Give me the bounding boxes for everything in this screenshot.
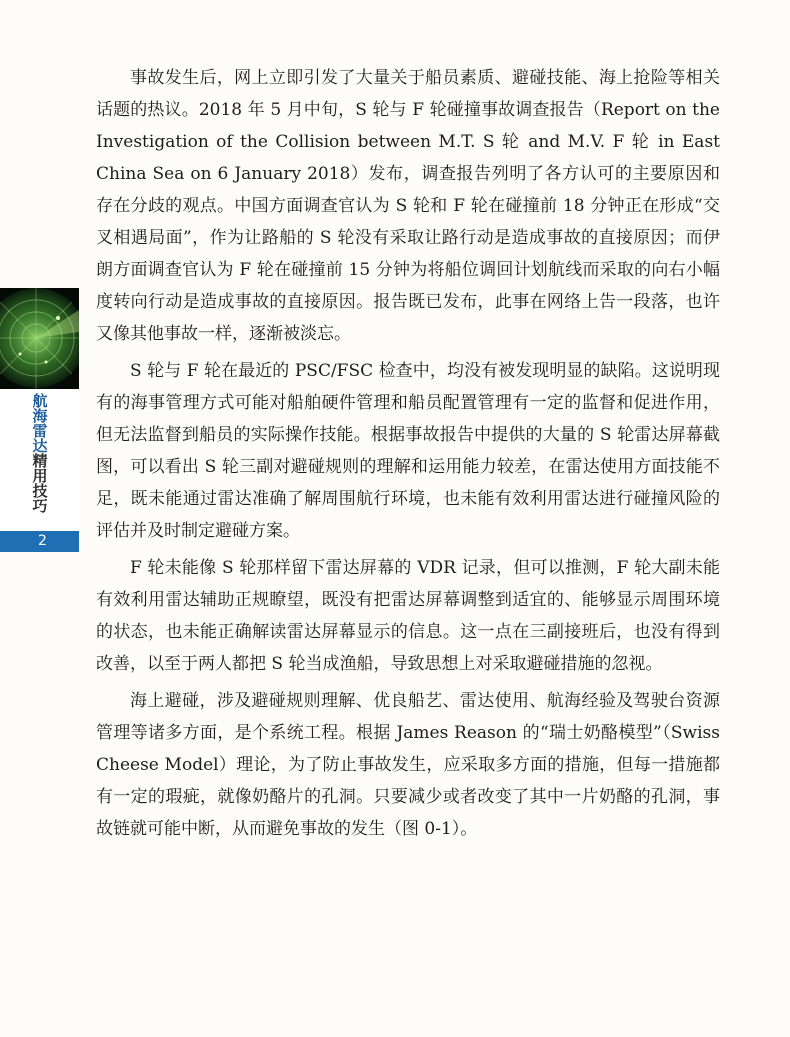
radar-scope-image (0, 288, 79, 389)
radar-scope-graphic (0, 288, 79, 389)
book-title-sub: 精用技巧 (30, 453, 49, 513)
paragraph-3: F 轮未能像 S 轮那样留下雷达屏幕的 VDR 记录，但可以推测，F 轮大副未能有效利用雷达辅助正规瞭望，既没有把雷达屏幕调整到适宜的、能够显示周围环境的状态，也未能正确解读雷达屏幕显示的信息。这一点在三副接班后，也没有得到改善，以至于两人都把 S 轮当成渔船，导致思想上对采取避碰措施的忽视。 (96, 558, 720, 674)
chapter-sidebar (0, 288, 79, 552)
paragraph-4: 海上避碰，涉及避碰规则理解、优良船艺、雷达使用、航海经验及驾驶台资源管理等诸多方面，是个系统工程。根据 James Reason 的“瑞士奶酪模型”（Swiss Cheese Model）理论，为了防止事故发生，应采取多方面的措施，但每一措施都有一定的瑕疵，就像奶酪片的孔洞。只要减少或者改变了其中一片奶酪的孔洞，事故链就可能中断，从而避免事故的发生（图 0-1）。 (96, 691, 720, 839)
paragraph-1: 事故发生后，网上立即引发了大量关于船员素质、避碰技能、海上抢险等相关话题的热议。2018 年 5 月中旬，S 轮与 F 轮碰撞事故调查报告（Report on the Investigation of the Collision between M.T. S 轮 and M.V. F 轮 in East China Sea on 6 January 2018）发布，调查报告列明了各方认可的主要原因和存在分歧的观点。中国方面调查官认为 S 轮和 F 轮在碰撞前 18 分钟正在形成“交叉相遇局面”，作为让路船的 S 轮没有采取让路行动是造成事故的直接原因；而伊朗方面调查官认为 F 轮在碰撞前 15 分钟为将船位调回计划航线而采取的向右小幅度转向行动是造成事故的直接原因。报告既已发布，此事在网络上告一段落，也许又像其他事故一样，逐渐被淡忘。 (96, 68, 720, 344)
book-title-main: 航海雷达 (30, 393, 49, 453)
paragraph-2: S 轮与 F 轮在最近的 PSC/FSC 检查中，均没有被发现明显的缺陷。这说明现有的海事管理方式可能对船舶硬件管理和船员配置管理有一定的监督和促进作用，但无法监督到船员的实际操作技能。根据事故报告中提供的大量的 S 轮雷达屏幕截图，可以看出 S 轮三副对避碰规则的理解和运用能力较差，在雷达使用方面技能不足，既未能通过雷达准确了解周围航行环境，也未能有效利用雷达进行碰撞风险的评估并及时制定避碰方案。 (96, 361, 720, 541)
chapter-title-strip (0, 389, 79, 531)
page-number: 2 (0, 531, 79, 552)
body-text (96, 62, 720, 850)
book-title-vertical (31, 393, 49, 513)
